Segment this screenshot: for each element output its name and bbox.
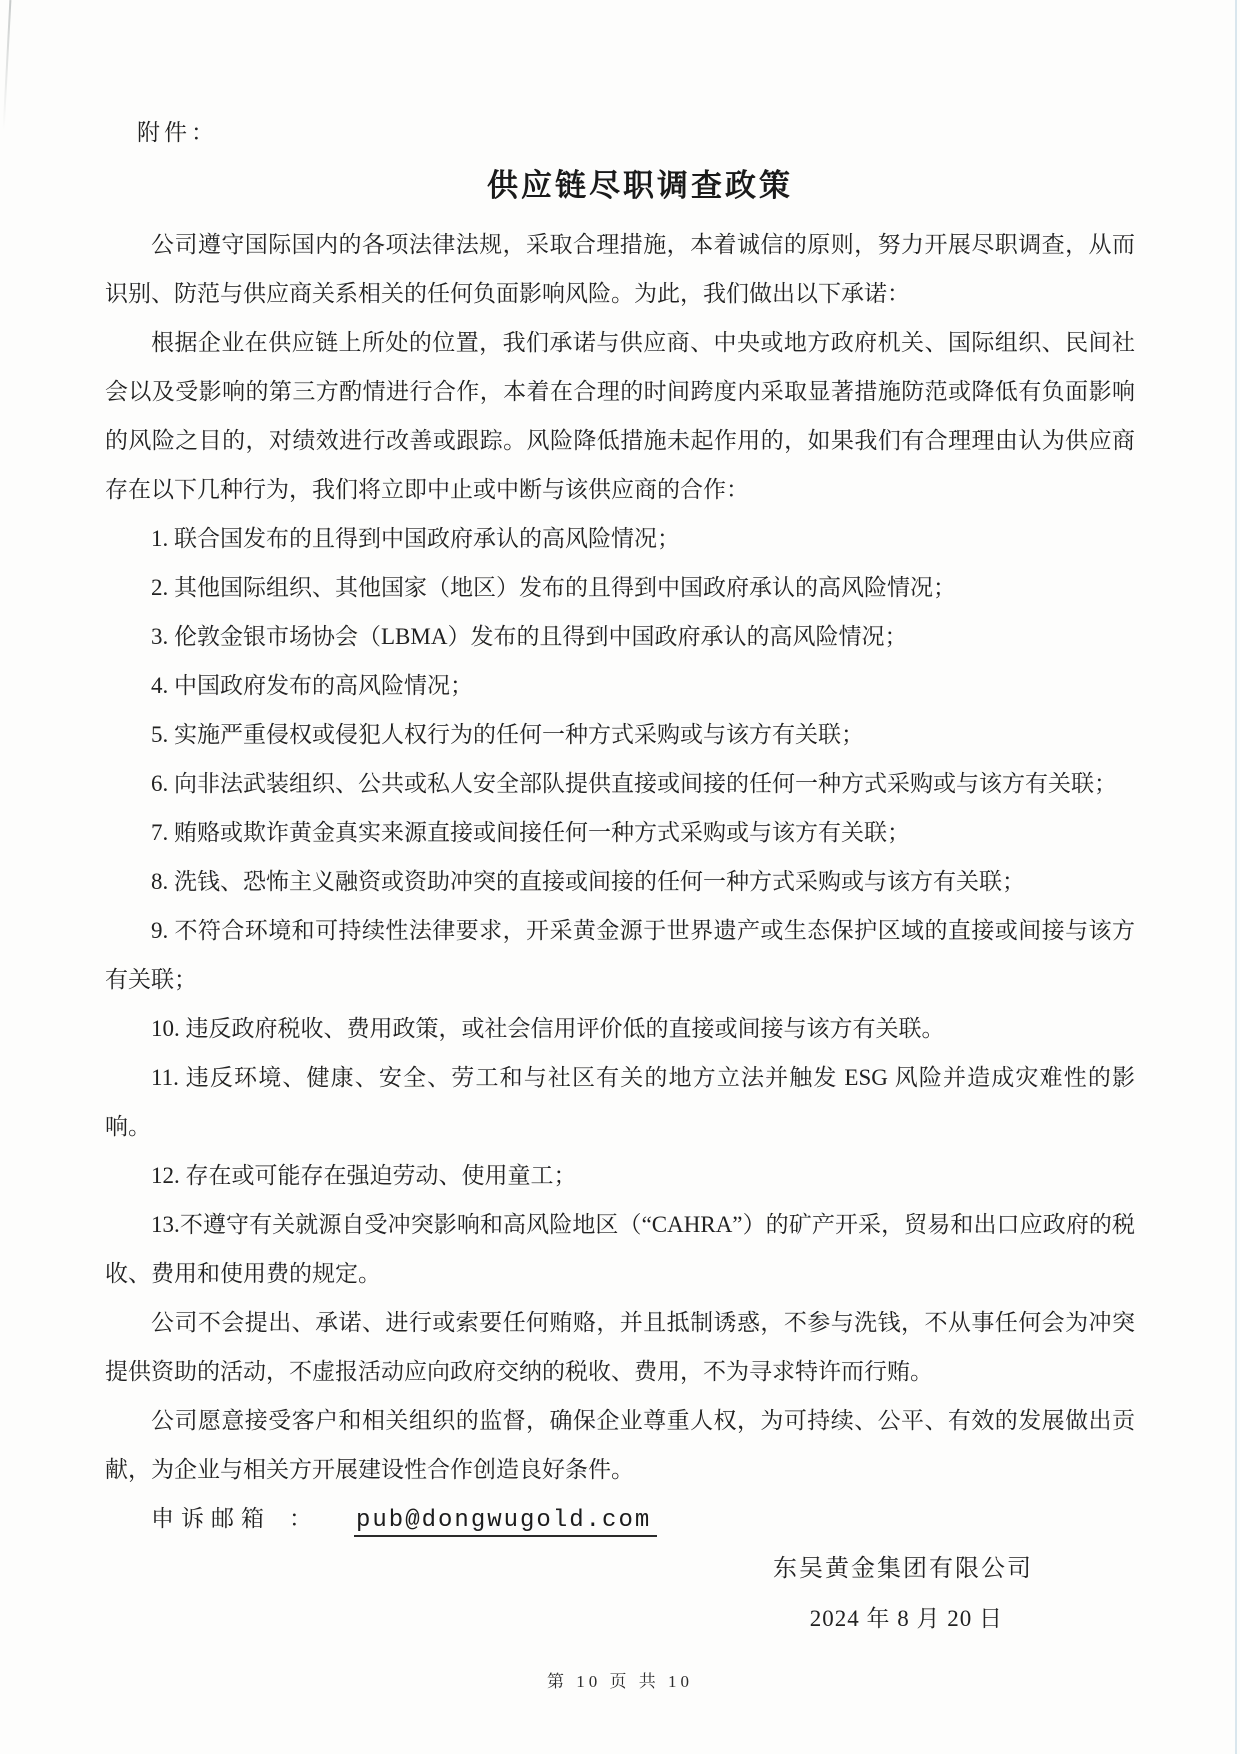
body-text <box>105 220 1135 1643</box>
list-item-13: 13.不遵守有关就源自受冲突影响和高风险地区（“CAHRA”）的矿产开采，贸易和出口应政府的税收、费用和使用费的规定。 <box>105 1212 1135 1286</box>
signature-block <box>105 1545 1135 1643</box>
contact-line <box>105 1494 1135 1545</box>
list-item-11: 11. 违反环境、健康、安全、劳工和与社区有关的地方立法并触发 ESG 风险并造成灾难性的影响。 <box>105 1065 1135 1139</box>
paragraph-commitment: 根据企业在供应链上所处的位置，我们承诺与供应商、中央或地方政府机关、国际组织、民间社会以及受影响的第三方酌情进行合作，本着在合理的时间跨度内采取显著措施防范或降低有负面影响的风险之目的，对绩效进行改善或跟踪。风险降低措施未起作用的，如果我们有合理理由认为供应商存在以下几种行为，我们将立即中止或中断与该供应商的合作： <box>105 330 1135 502</box>
list-item-3: 3. 伦敦金银市场协会（LBMA）发布的且得到中国政府承认的高风险情况； <box>151 624 908 649</box>
list-item-2: 2. 其他国际组织、其他国家（地区）发布的且得到中国政府承认的高风险情况； <box>151 575 956 600</box>
list-item-5: 5. 实施严重侵权或侵犯人权行为的任何一种方式采购或与该方有关联； <box>151 722 864 747</box>
list-item-12: 12. 存在或可能存在强迫劳动、使用童工； <box>151 1163 577 1188</box>
list-item-10: 10. 违反政府税收、费用政策，或社会信用评价低的直接或间接与该方有关联。 <box>151 1016 945 1041</box>
attachment-label: 附件： <box>137 120 218 145</box>
list-item-8: 8. 洗钱、恐怖主义融资或资助冲突的直接或间接的任何一种方式采购或与该方有关联； <box>151 869 1025 894</box>
paragraph-supervision: 公司愿意接受客户和相关组织的监督，确保企业尊重人权，为可持续、公平、有效的发展做出贡献，为企业与相关方开展建设性合作创造良好条件。 <box>105 1408 1135 1482</box>
paragraph-intro: 公司遵守国际国内的各项法律法规，采取合理措施，本着诚信的原则，努力开展尽职调查，从而识别、防范与供应商关系相关的任何负面影响风险。为此，我们做出以下承诺： <box>105 232 1135 306</box>
list-item-7: 7. 贿赂或欺诈黄金真实来源直接或间接任何一种方式采购或与该方有关联； <box>151 820 910 845</box>
signature-company: 东吴黄金集团有限公司 <box>773 1556 1033 1582</box>
contact-email-label: 申诉邮箱 <box>151 1506 271 1531</box>
list-item-1: 1. 联合国发布的且得到中国政府承认的高风险情况； <box>151 526 680 551</box>
page-number-footer: 第 10 页 共 10 <box>547 1672 693 1691</box>
paragraph-anti-bribery: 公司不会提出、承诺、进行或索要任何贿赂，并且抵制诱惑，不参与洗钱，不从事任何会为冲突提供资助的活动，不虚报活动应向政府交纳的税收、费用，不为寻求特许而行贿。 <box>105 1310 1135 1384</box>
list-item-6: 6. 向非法武装组织、公共或私人安全部队提供直接或间接的任何一种方式采购或与该方有关联； <box>151 771 1117 796</box>
list-item-9: 9. 不符合环境和可持续性法律要求，开采黄金源于世界遗产或生态保护区域的直接或间接与该方有关联； <box>105 918 1135 992</box>
signature-date: 2024 年 8 月 20 日 <box>809 1606 1003 1631</box>
list-item-4: 4. 中国政府发布的高风险情况； <box>151 673 473 698</box>
page-title: 供应链尽职调查政策 <box>487 168 793 203</box>
contact-email-address: pub@dongwugold.com <box>354 1507 657 1537</box>
contact-colon: ： <box>289 1506 312 1531</box>
